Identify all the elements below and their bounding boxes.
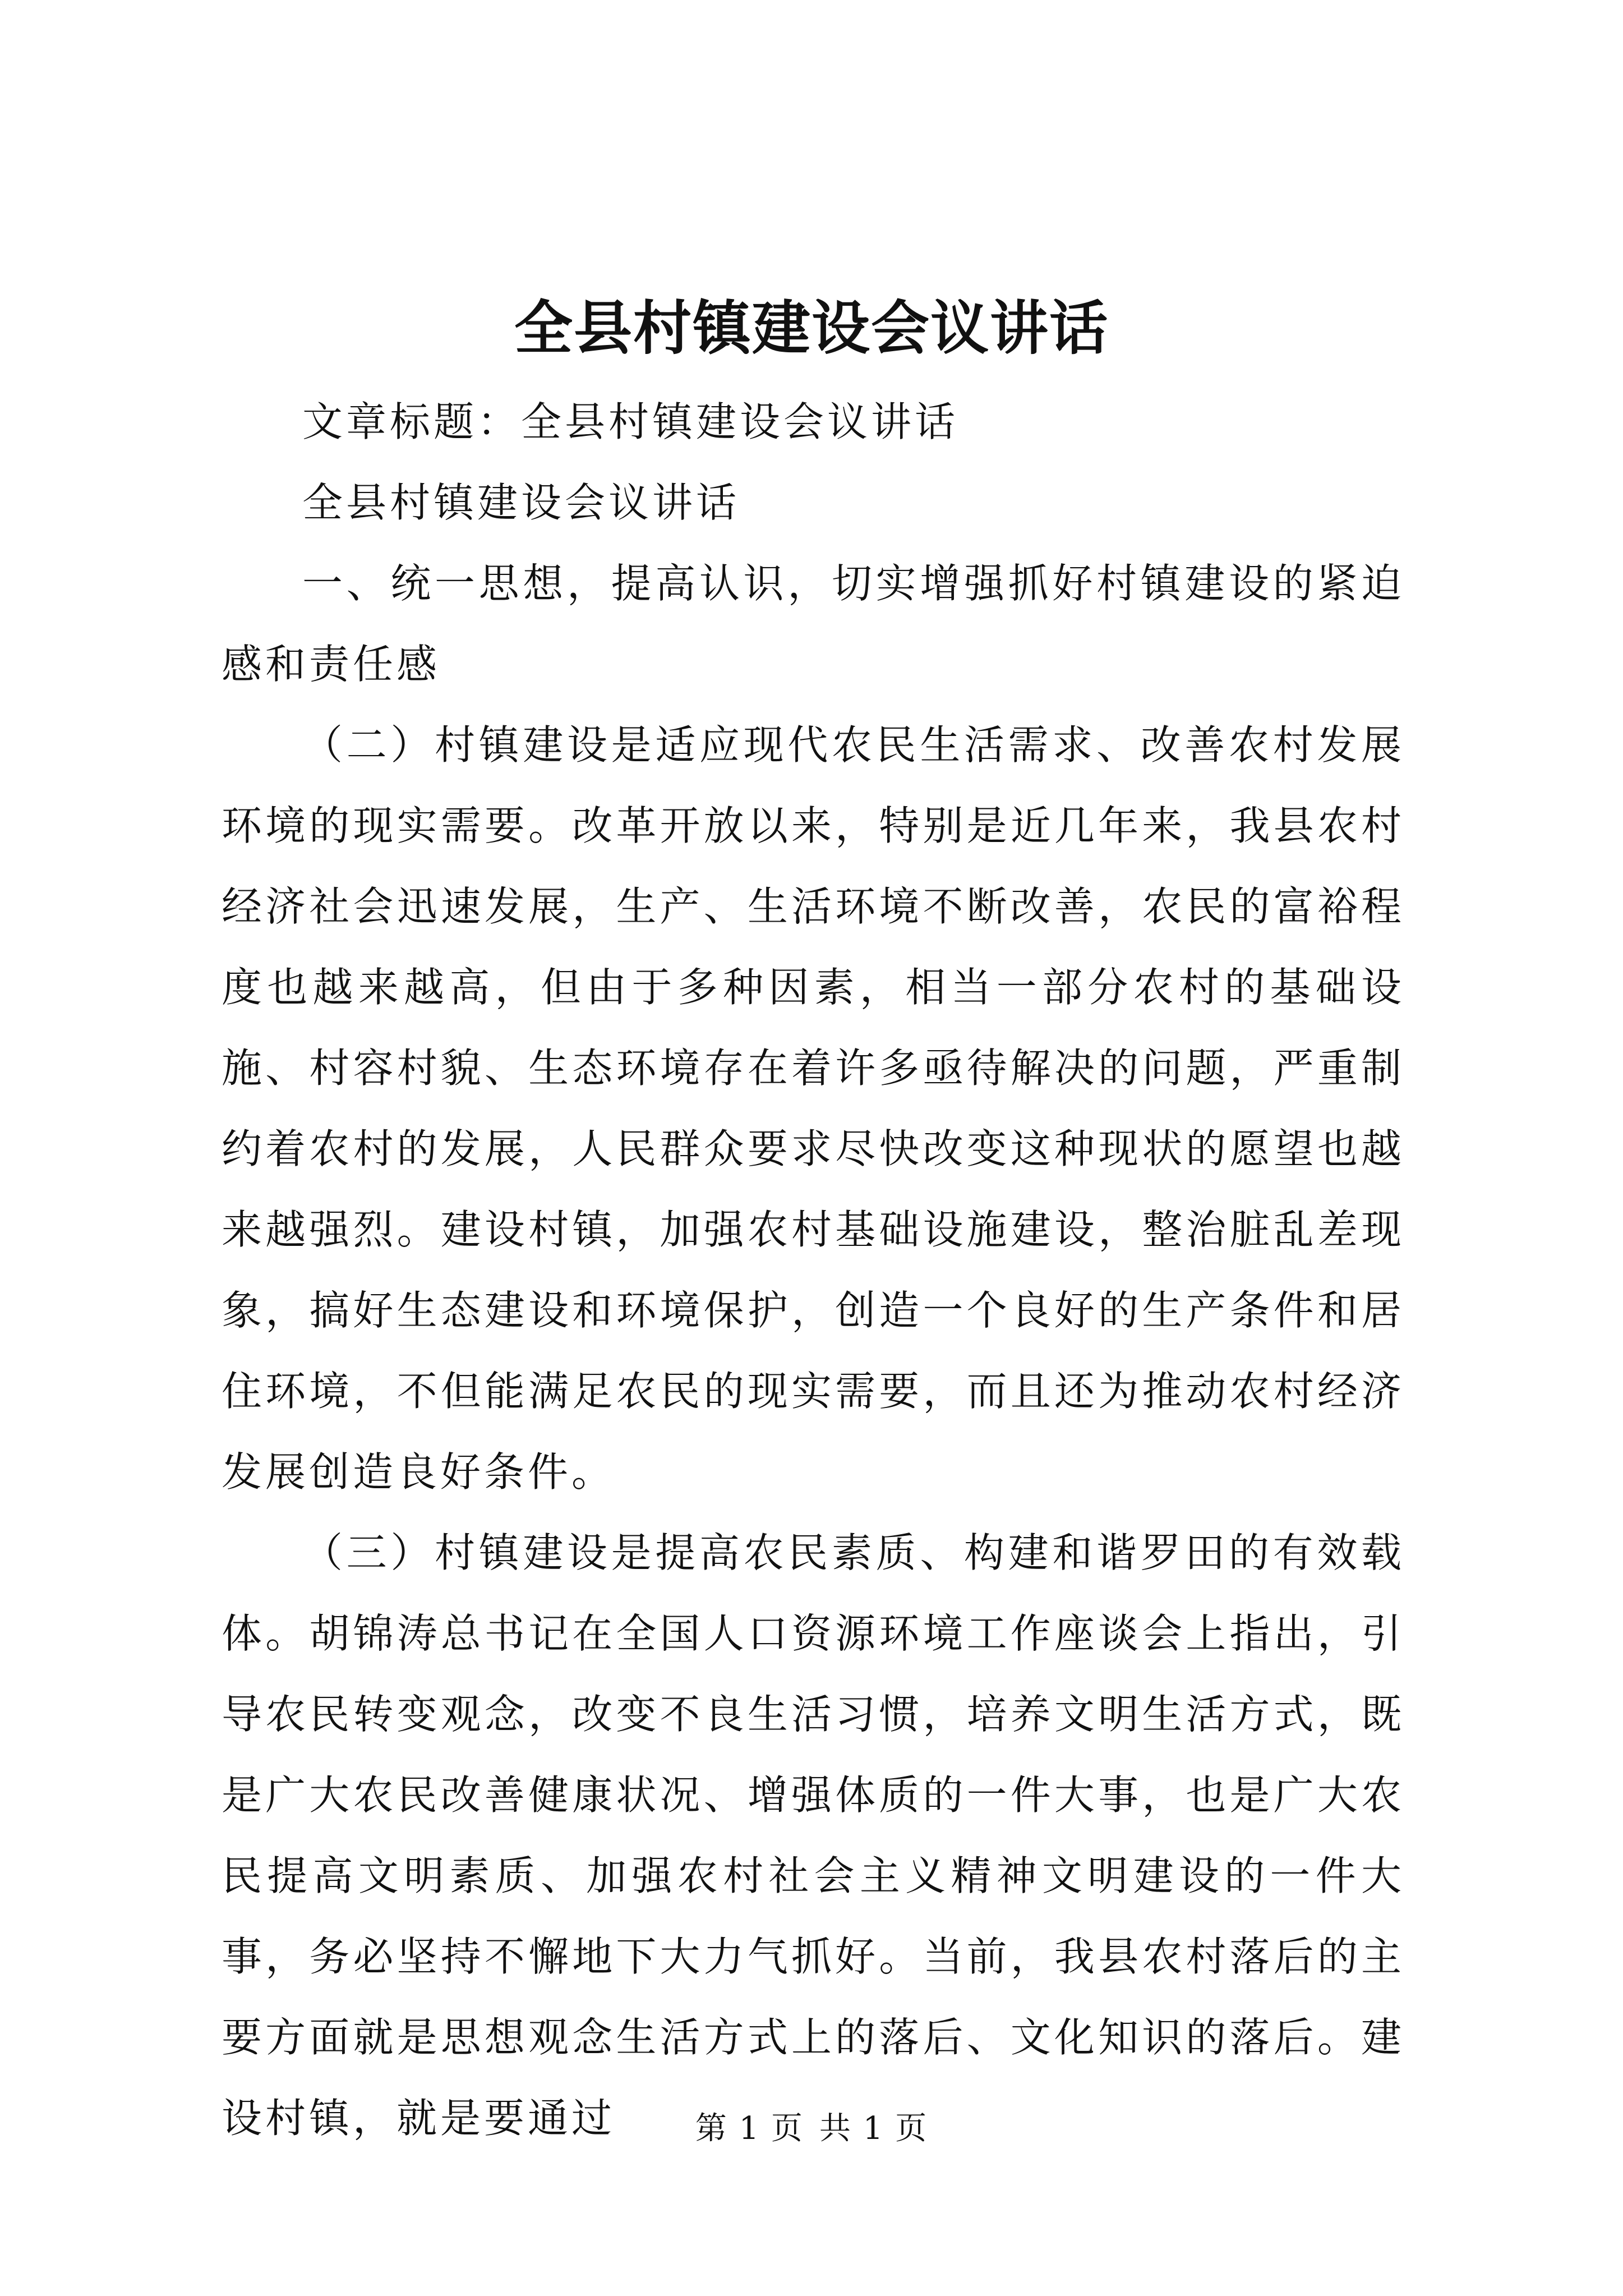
section-heading-1: 一、统一思想，提高认识，切实增强抓好村镇建设的紧迫感和责任感 [222, 560, 1405, 688]
speech-heading: 全县村镇建设会议讲话 [302, 479, 740, 526]
document-body [222, 381, 1405, 2159]
paragraph-2: （二）村镇建设是适应现代农民生活需求、改善农村发展环境的现实需要。改革开放以来，特别是近几年来，我县农村经济社会迅速发展，生产、生活环境不断改善，农民的富裕程度也越来越高，但由于多种因素，相当一部分农村的基础设施、村容村貌、生态环境存在着许多亟待解决的问题，严重制约着农村的发展，人民群众要求尽快改变这种现状的愿望也越来越强烈。建设村镇，加强农村基础设施建设，整治脏乱差现象，搞好生态建设和环境保护，创造一个良好的生产条件和居住环境，不但能满足农民的现实需要，而且还为推动农村经济发展创造良好条件。 [222, 721, 1405, 1496]
paragraph-3: （三）村镇建设是提高农民素质、构建和谐罗田的有效载体。胡锦涛总书记在全国人口资源环境工作座谈会上指出，引导农民转变观念，改变不良生活习惯，培养文明生活方式，既是广大农民改善健康状况、增强体质的一件大事，也是广大农民提高文明素质、加强农村社会主义精神文明建设的一件大事，务必坚持不懈地下大力气抓好。当前，我县农村落后的主要方面就是思想观念生活方式上的落后、文化知识的落后。建设村镇，就是要通过 [222, 1529, 1405, 2142]
document-title: 全县村镇建设会议讲话 [514, 293, 1109, 362]
page-number: 第 1 页 [695, 2110, 804, 2147]
page-total: 共 1 页 [819, 2110, 928, 2147]
article-title-line: 文章标题：全县村镇建设会议讲话 [302, 398, 959, 445]
page-footer [0, 2106, 1623, 2151]
